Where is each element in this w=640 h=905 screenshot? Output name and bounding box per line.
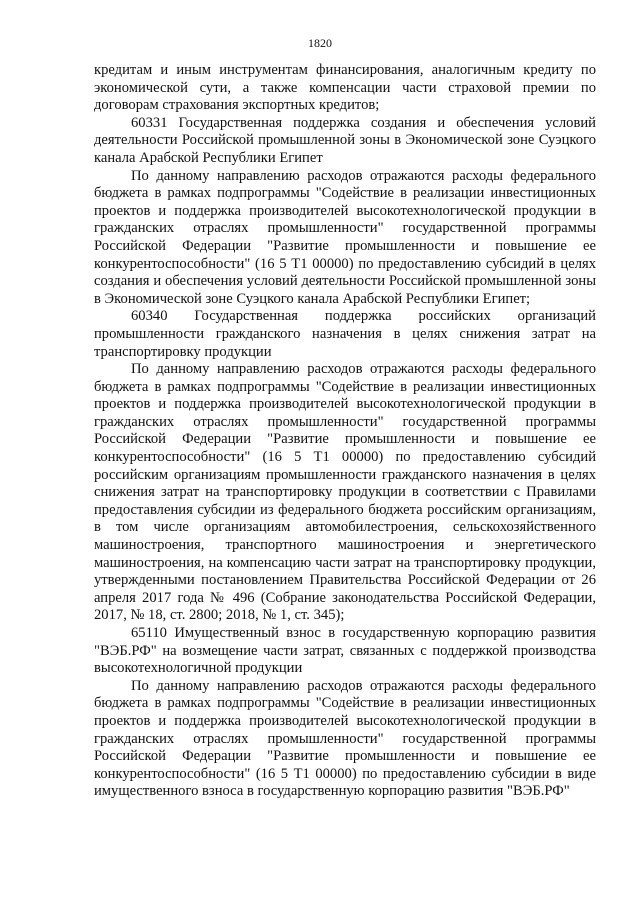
paragraph-heading-60340: 60340 Государственная поддержка российских организаций промышленности гражданского назначения в целях снижения затрат на транспортировку продукции	[94, 308, 596, 360]
paragraph-heading-60331: 60331 Государственная поддержка создания и обеспечения условий деятельности Российской промышленной зоны в Экономической зоне Суэцкого канала Арабской Республики Египет	[94, 114, 596, 166]
document-body	[94, 62, 596, 801]
paragraph-heading-65110: 65110 Имущественный взнос в государственную корпорацию развития "ВЭБ.РФ" на возмещение части затрат, связанных с поддержкой производства высокотехнологичной продукции	[94, 625, 596, 677]
page-number: 1820	[308, 36, 332, 50]
paragraph-continuation: кредитам и иным инструментам финансирования, аналогичным кредиту по экономической сути, а также компенсации части страховой премии по договорам страхования экспортных кредитов;	[94, 62, 596, 114]
paragraph-description-60340: По данному направлению расходов отражаются расходы федерального бюджета в рамках подпрограммы "Содействие в реализации инвестиционных проектов и поддержка производителей высокотехнологической продукции в гражданских отраслях промышленности" государственной программы Российской Федерации "Развитие промышленности и повышение ее конкурентоспособности" (16 5 Т1 00000) по предоставлению субсидий российским организациям промышленности гражданского назначения в целях снижения затрат на транспортировку продукции в соответствии с Правилами предоставления субсидии из федерального бюджета российским организациям, в том числе организациям автомобилестроения, сельскохозяйственного машиностроения, транспортного машиностроения и энергетического машиностроения, на компенсацию части затрат на транспортировку продукции, утвержденными постановлением Правительства Российской Федерации от 26 апреля 2017 года № 496 (Собрание законодательства Российской Федерации, 2017, № 18, ст. 2800; 2018, № 1, ст. 345);	[94, 361, 596, 624]
paragraph-description-60331: По данному направлению расходов отражаются расходы федерального бюджета в рамках подпрограммы "Содействие в реализации инвестиционных проектов и поддержка производителей высокотехнологической продукции в гражданских отраслях промышленности" государственной программы Российской Федерации "Развитие промышленности и повышение ее конкурентоспособности" (16 5 Т1 00000) по предоставлению субсидий в целях создания и обеспечения условий деятельности Российской промышленной зоны в Экономической зоне Суэцкого канала Арабской Республики Египет;	[94, 167, 596, 307]
paragraph-description-65110: По данному направлению расходов отражаются расходы федерального бюджета в рамках подпрограммы "Содействие в реализации инвестиционных проектов и поддержка производителей высокотехнологической продукции в гражданских отраслях промышленности" государственной программы Российской Федерации "Развитие промышленности и повышение ее конкурентоспособности" (16 5 Т1 00000) по предоставлению субсидии в виде имущественного взноса в государственную корпорацию развития "ВЭБ.РФ"	[94, 677, 596, 800]
